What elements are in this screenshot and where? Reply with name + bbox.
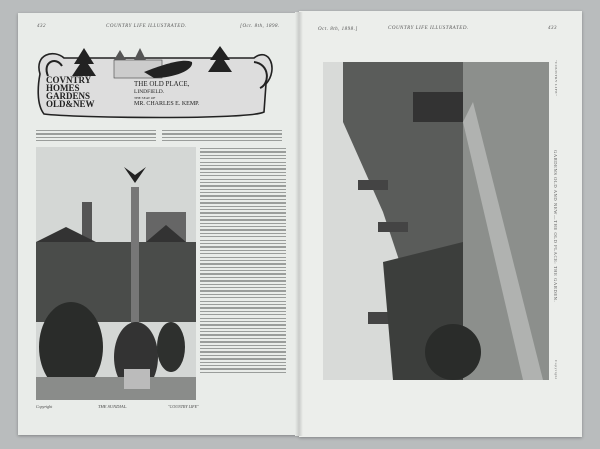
seat-of: THE SEAT OF [134,96,156,100]
side-caption: GARDENS OLD AND NEW—THE OLD PLACE: THE GARDEN. [553,150,558,303]
body-text-col3 [200,148,286,375]
photo-credit: Copyright [36,404,53,409]
owner-name: MR. CHARLES E. KEMP. [134,101,200,107]
photo-credit-right: "COUNTRY LIFE" [168,404,199,409]
sundial-photo [36,147,196,400]
page-gutter [295,12,303,436]
running-title-right: COUNTRY LIFE ILLUSTRATED. [388,26,469,31]
page-number-left: 432 [37,24,46,29]
running-title-left: COUNTRY LIFE ILLUSTRATED. [106,24,187,29]
body-text-col1 [36,130,156,144]
date-left: [Oct. 8th, 1898. [240,24,280,29]
side-credit-bottom: Copyright [554,360,558,380]
garden-photo [323,62,549,380]
body-text-col2 [162,130,282,144]
series-title: COVNTRY HOMES GARDENS OLD&NEW [46,75,95,109]
page-number-right: 433 [548,26,557,31]
date-right: Oct. 8th, 1898.] [318,27,358,32]
side-credit-top: "COUNTRY LIFE" [554,60,558,97]
place-name: LINDFIELD. [134,89,165,95]
photo-caption: THE SUNDIAL. [98,404,128,409]
house-name: THE OLD PLACE, [134,80,190,88]
